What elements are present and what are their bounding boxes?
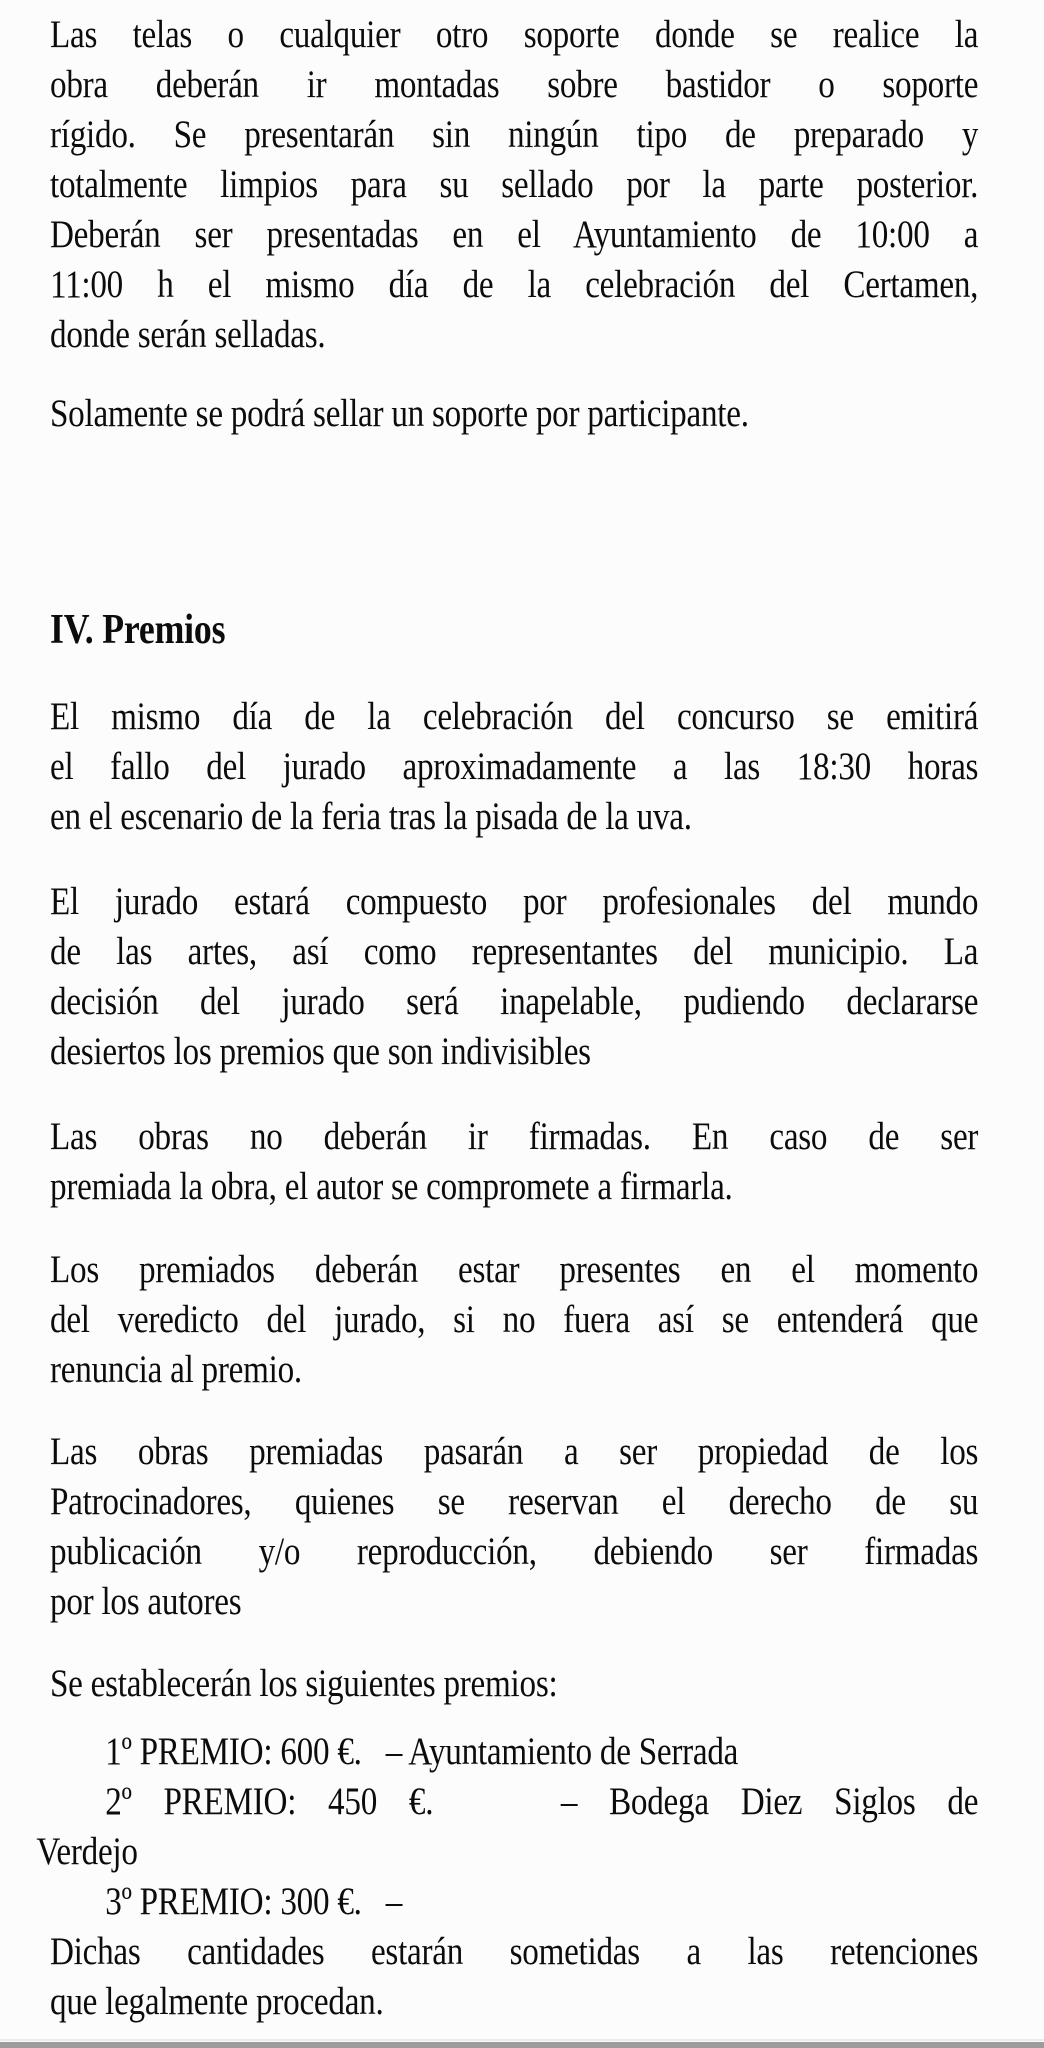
paragraph-premiados-presentes [50,1245,978,1395]
prize-item-third: 3º PREMIO: 300 €. – [105,1880,403,1923]
text-line: desiertos los premios que son indivisibles [50,1030,591,1073]
text-line: Las obras no deberán ir firmadas. En caso de ser [50,1115,979,1158]
paragraph-obras-firmadas [50,1112,978,1212]
paragraph-retenciones [50,1927,978,2027]
text-line: Las obras premiadas pasarán a ser propiedad de los [50,1430,979,1473]
text-line: donde serán selladas. [50,313,326,356]
text-line: Patrocinadores, quienes se reservan el derecho de su [50,1480,979,1523]
document-body [36,10,979,2027]
prize-item-second: 2º PREMIO: 450 €. – Bodega Diez Siglos de [105,1780,979,1823]
text-line: el fallo del jurado aproximadamente a las 18:30 horas [50,745,979,788]
text-line: obra deberán ir montadas sobre bastidor o soporte [50,63,979,106]
text-line: del veredicto del jurado, si no fuera así se entenderá que [50,1298,979,1341]
text-line: publicación y/o reproducción, debiendo ser firmadas [50,1530,979,1573]
text-line: Deberán ser presentadas en el Ayuntamiento de 10:00 a [50,213,979,256]
text-line: en el escenario de la feria tras la pisada de la uva. [50,795,692,838]
text-line: El mismo día de la celebración del concurso se emitirá [50,695,979,738]
prize-item-first: 1º PREMIO: 600 €. – Ayuntamiento de Serrada [105,1730,739,1773]
text-line: El jurado estará compuesto por profesionales del mundo [50,880,979,923]
text-line: renuncia al premio. [50,1348,302,1391]
text-line: de las artes, así como representantes del municipio. La [50,930,979,973]
text-line: que legalmente procedan. [50,1980,384,2023]
paragraph-fallo-jurado [50,692,978,842]
text-line: rígido. Se presentarán sin ningún tipo de preparado y [50,113,979,156]
text-line: Se establecerán los siguientes premios: [50,1662,558,1705]
text-line: por los autores [50,1580,242,1623]
text-line: Dichas cantidades estarán sometidas a las retenciones [50,1930,979,1973]
paragraph-propiedad-patrocinadores [50,1427,978,1627]
paragraph-intro-premios [50,1659,978,1709]
paragraph-telas-soporte [50,10,978,360]
prize-item-second-wrap: Verdejo [36,1830,138,1873]
text-line: 11:00 h el mismo día de la celebración del Certamen, [50,263,979,306]
prize-list [36,1727,979,1927]
paragraph-composicion-jurado [50,877,978,1077]
page-bottom-edge [0,2042,1044,2048]
page-bottom-hairline [0,2039,1044,2041]
text-line: Las telas o cualquier otro soporte donde se realice la [50,13,979,56]
text-line: totalmente limpios para su sellado por la parte posterior. [50,163,979,206]
text-line: decisión del jurado será inapelable, pudiendo declararse [50,980,979,1023]
text-line: premiada la obra, el autor se compromete a firmarla. [50,1165,733,1208]
text-line: Solamente se podrá sellar un soporte por participante. [50,392,749,435]
section-heading-premios: IV. Premios [50,607,226,653]
paragraph-sellar-soporte [50,389,978,439]
text-line: Los premiados deberán estar presentes en el momento [50,1248,979,1291]
